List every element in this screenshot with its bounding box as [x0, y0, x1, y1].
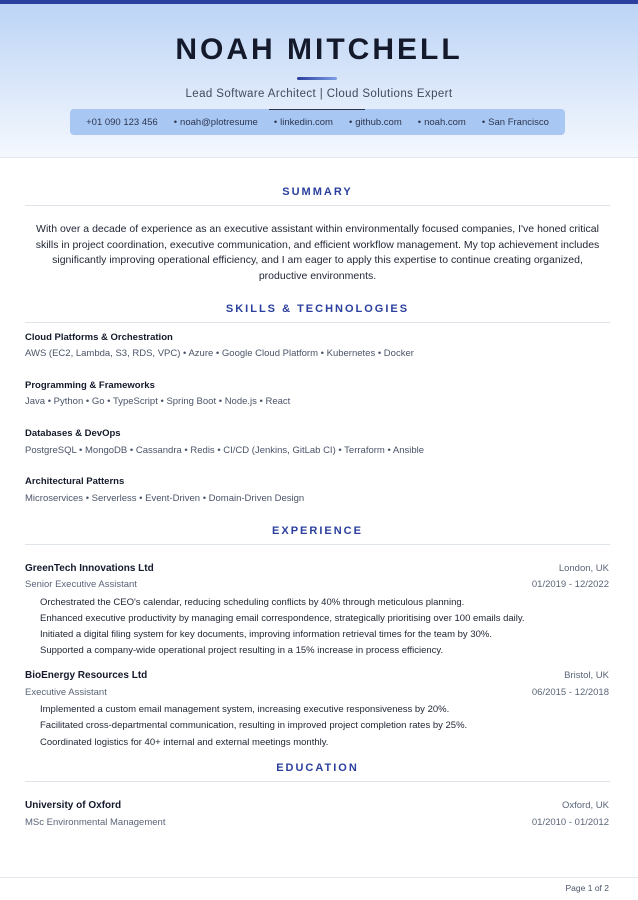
- education-divider: [25, 781, 610, 782]
- job-bullet: Supported a company-wide operational project resulting in a 15% increase in process efficiency.: [40, 645, 444, 656]
- contact-location: • San Francisco: [481, 116, 549, 128]
- summary-text: With over a decade of experience as an executive assistant within environmentally focused companies, I've honed critical skills in project coordination, executive communication, and efficient workflow management. My top achievement includes significantly improving operational efficiency, and I am eager to apply this expertise to continue creating organized, productive environments.: [35, 223, 600, 282]
- contact-bar: [70, 109, 565, 135]
- bullet-icon: •: [273, 116, 278, 128]
- contact-phone[interactable]: +01 090 123 456: [86, 116, 158, 128]
- footer-divider: [0, 877, 638, 878]
- contact-linkedin[interactable]: • linkedin.com: [273, 116, 333, 128]
- skill-group-title: Programming & Frameworks: [25, 380, 155, 391]
- experience-divider: [25, 544, 610, 545]
- candidate-tagline: Lead Software Architect | Cloud Solutions Expert: [185, 88, 453, 100]
- contact-website[interactable]: • noah.com: [417, 116, 466, 128]
- page-number: Page 1 of 2: [565, 883, 609, 893]
- bullet-icon: •: [173, 116, 178, 128]
- contact-email[interactable]: • noah@plotresume: [173, 116, 258, 128]
- education-degree: MSc Environmental Management: [25, 817, 166, 828]
- experience-heading: EXPERIENCE: [272, 525, 363, 537]
- job-location: London, UK: [558, 563, 609, 574]
- candidate-name: NOAH MITCHELL: [175, 33, 463, 66]
- education-location: Oxford, UK: [562, 800, 609, 811]
- name-underline: [297, 77, 337, 80]
- skill-group-items: AWS (EC2, Lambda, S3, RDS, VPC) • Azure • Google Cloud Platform • Kubernetes • Docker: [25, 348, 414, 359]
- summary-divider: [25, 205, 610, 206]
- contact-bar-divider: [269, 109, 365, 110]
- education-school: University of Oxford: [25, 800, 122, 811]
- bullet-icon: •: [417, 116, 422, 128]
- job-bullet: Initiated a digital filing system for key documents, improving information retrieval times for the team by 30%.: [40, 629, 492, 640]
- skill-group-items: Microservices • Serverless • Event-Driven • Domain-Driven Design: [25, 493, 305, 504]
- skill-group-title: Architectural Patterns: [25, 476, 125, 487]
- skills-divider: [25, 322, 610, 323]
- job-role: Senior Executive Assistant: [25, 579, 137, 590]
- education-dates: 01/2010 - 01/2012: [531, 817, 609, 828]
- job-location: Bristol, UK: [564, 670, 609, 681]
- job-bullet: Orchestrated the CEO's calendar, reducing scheduling conflicts by 40% through meticulous planning.: [40, 597, 465, 608]
- job-bullet: Implemented a custom email management system, increasing executive responsiveness by 20%.: [40, 704, 450, 715]
- job-bullet: Facilitated cross-departmental communication, resulting in improved project completion rates by 25%.: [40, 720, 468, 731]
- bullet-icon: •: [348, 116, 353, 128]
- skill-group-title: Cloud Platforms & Orchestration: [25, 332, 173, 343]
- skill-group-items: Java • Python • Go • TypeScript • Spring Boot • Node.js • React: [25, 396, 291, 407]
- education-heading: EDUCATION: [276, 762, 359, 774]
- job-dates: 06/2015 - 12/2018: [531, 687, 609, 698]
- job-role: Executive Assistant: [25, 687, 107, 698]
- skill-group-items: PostgreSQL • MongoDB • Cassandra • Redis • CI/CD (Jenkins, GitLab CI) • Terraform • Ansible: [25, 445, 425, 456]
- job-company: BioEnergy Resources Ltd: [25, 670, 148, 681]
- bullet-icon: •: [481, 116, 486, 128]
- job-bullet: Coordinated logistics for 40+ internal and external meetings monthly.: [40, 737, 329, 748]
- skills-heading: SKILLS & TECHNOLOGIES: [225, 303, 410, 315]
- job-bullet: Enhanced executive productivity by managing email correspondence, strategically prioritising over 100 emails daily.: [40, 613, 525, 624]
- contact-github[interactable]: • github.com: [348, 116, 402, 128]
- job-company: GreenTech Innovations Ltd: [25, 563, 154, 574]
- summary-heading: SUMMARY: [282, 186, 353, 198]
- job-dates: 01/2019 - 12/2022: [531, 579, 609, 590]
- skill-group-title: Databases & DevOps: [25, 428, 121, 439]
